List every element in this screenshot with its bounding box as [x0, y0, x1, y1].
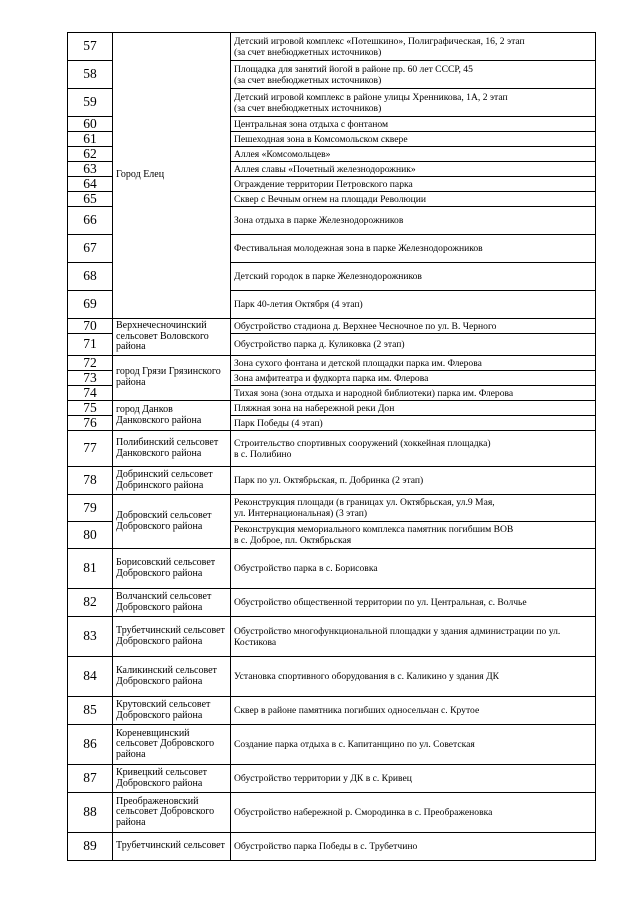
- object-cell: Обустройство парка Победы в с. Трубетчино: [231, 833, 596, 861]
- object-cell: Детский игровой комплекс в районе улицы Хренникова, 1А, 2 этап (за счет внебюджетных источников): [231, 89, 596, 117]
- object-cell: Сквер в районе памятника погибших односельчан с. Крутое: [231, 697, 596, 725]
- object-cell: Пляжная зона на набережной реки Дон: [231, 401, 596, 416]
- object-cell: Строительство спортивных сооружений (хоккейная площадка) в с. Полибино: [231, 431, 596, 467]
- row-number: 59: [68, 89, 113, 117]
- object-cell: Обустройство общественной территории по ул. Центральная, с. Волчье: [231, 589, 596, 617]
- municipality-cell: Преображеновский сельсовет Добровского района: [113, 793, 231, 833]
- table-row: [68, 431, 596, 467]
- municipality-cell: Полибинский сельсовет Данковского района: [113, 431, 231, 467]
- row-number: 81: [68, 549, 113, 589]
- table-row: [68, 725, 596, 765]
- object-cell: Обустройство набережной р. Смородинка в с. Преображеновка: [231, 793, 596, 833]
- row-number: 70: [68, 319, 113, 334]
- row-number: 73: [68, 371, 113, 386]
- row-number: 62: [68, 147, 113, 162]
- table-row: [68, 765, 596, 793]
- row-number: 87: [68, 765, 113, 793]
- municipality-cell: Крутовский сельсовет Добровского района: [113, 697, 231, 725]
- municipality-cell: Верхнечесночинский сельсовет Воловского района: [113, 319, 231, 356]
- row-number: 82: [68, 589, 113, 617]
- table-row: [68, 495, 596, 522]
- row-number: 65: [68, 192, 113, 207]
- table-row: [68, 697, 596, 725]
- object-cell: Центральная зона отдыха с фонтаном: [231, 117, 596, 132]
- object-cell: Обустройство парка д. Куликовка (2 этап): [231, 334, 596, 356]
- object-cell: Аллея «Комсомольцев»: [231, 147, 596, 162]
- municipality-cell: Трубетчинский сельсовет: [113, 833, 231, 861]
- object-cell: Площадка для занятий йогой в районе пр. 60 лет СССР, 45 (за счет внебюджетных источников): [231, 61, 596, 89]
- row-number: 68: [68, 263, 113, 291]
- municipality-cell: Трубетчинский сельсовет Добровского района: [113, 617, 231, 657]
- row-number: 61: [68, 132, 113, 147]
- table-row: [68, 467, 596, 495]
- object-cell: Фестивальная молодежная зона в парке Железнодорожников: [231, 235, 596, 263]
- object-cell: Парк Победы (4 этап): [231, 416, 596, 431]
- row-number: 85: [68, 697, 113, 725]
- object-cell: Обустройство территории у ДК в с. Кривец: [231, 765, 596, 793]
- row-number: 84: [68, 657, 113, 697]
- object-cell: Сквер с Вечным огнем на площади Революции: [231, 192, 596, 207]
- row-number: 74: [68, 386, 113, 401]
- row-number: 83: [68, 617, 113, 657]
- object-cell: Аллея славы «Почетный железнодорожник»: [231, 162, 596, 177]
- row-number: 77: [68, 431, 113, 467]
- row-number: 71: [68, 334, 113, 356]
- municipality-cell: Волчанский сельсовет Добровского района: [113, 589, 231, 617]
- object-cell: Реконструкция площади (в границах ул. Октябрьская, ул.9 Мая, ул. Интернациональная) (3 этап): [231, 495, 596, 522]
- object-cell: Установка спортивного оборудования в с. Каликино у здания ДК: [231, 657, 596, 697]
- row-number: 79: [68, 495, 113, 522]
- municipality-cell: Каликинский сельсовет Добровского района: [113, 657, 231, 697]
- object-cell: Зона амфитеатра и фудкорта парка им. Флерова: [231, 371, 596, 386]
- municipality-cell: Город Елец: [113, 33, 231, 319]
- object-cell: Парк по ул. Октябрьская, п. Добринка (2 этап): [231, 467, 596, 495]
- table-row: [68, 617, 596, 657]
- projects-table: [67, 32, 596, 861]
- municipality-cell: Кривецкий сельсовет Добровского района: [113, 765, 231, 793]
- municipality-cell: Добровский сельсовет Добровского района: [113, 495, 231, 549]
- row-number: 78: [68, 467, 113, 495]
- row-number: 66: [68, 207, 113, 235]
- row-number: 76: [68, 416, 113, 431]
- row-number: 63: [68, 162, 113, 177]
- row-number: 58: [68, 61, 113, 89]
- object-cell: Реконструкция мемориального комплекса памятник погибшим ВОВ в с. Доброе, пл. Октябрьская: [231, 522, 596, 549]
- object-cell: Зона сухого фонтана и детской площадки парка им. Флерова: [231, 356, 596, 371]
- object-cell: Создание парка отдыха в с. Капитанщино по ул. Советская: [231, 725, 596, 765]
- object-cell: Парк 40-летия Октября (4 этап): [231, 291, 596, 319]
- object-cell: Обустройство многофункциональной площадки у здания администрации по ул. Костикова: [231, 617, 596, 657]
- object-cell: Тихая зона (зона отдыха и народной библиотеки) парка им. Флерова: [231, 386, 596, 401]
- municipality-cell: Кореневщинский сельсовет Добровского района: [113, 725, 231, 765]
- object-cell: Ограждение территории Петровского парка: [231, 177, 596, 192]
- row-number: 75: [68, 401, 113, 416]
- row-number: 88: [68, 793, 113, 833]
- object-cell: Обустройство парка в с. Борисовка: [231, 549, 596, 589]
- table-row: [68, 833, 596, 861]
- object-cell: Зона отдыха в парке Железнодорожников: [231, 207, 596, 235]
- object-cell: Пешеходная зона в Комсомольском сквере: [231, 132, 596, 147]
- table-row: [68, 401, 596, 416]
- object-cell: Обустройство стадиона д. Верхнее Чесночное по ул. В. Черного: [231, 319, 596, 334]
- table-row: [68, 589, 596, 617]
- object-cell: Детский городок в парке Железнодорожников: [231, 263, 596, 291]
- table-row: [68, 793, 596, 833]
- municipality-cell: город Данков Данковского района: [113, 401, 231, 431]
- table-row: [68, 549, 596, 589]
- table-row: [68, 356, 596, 371]
- row-number: 86: [68, 725, 113, 765]
- row-number: 64: [68, 177, 113, 192]
- row-number: 57: [68, 33, 113, 61]
- row-number: 72: [68, 356, 113, 371]
- table-row: [68, 657, 596, 697]
- document-page: [67, 32, 595, 861]
- row-number: 80: [68, 522, 113, 549]
- municipality-cell: Борисовский сельсовет Добровского района: [113, 549, 231, 589]
- municipality-cell: Добринский сельсовет Добринского района: [113, 467, 231, 495]
- row-number: 89: [68, 833, 113, 861]
- table-row: [68, 33, 596, 61]
- row-number: 60: [68, 117, 113, 132]
- table-row: [68, 319, 596, 334]
- row-number: 69: [68, 291, 113, 319]
- object-cell: Детский игровой комплекс «Потешкино», Полиграфическая, 16, 2 этап (за счет внебюджетных источников): [231, 33, 596, 61]
- row-number: 67: [68, 235, 113, 263]
- municipality-cell: город Грязи Грязинского района: [113, 356, 231, 401]
